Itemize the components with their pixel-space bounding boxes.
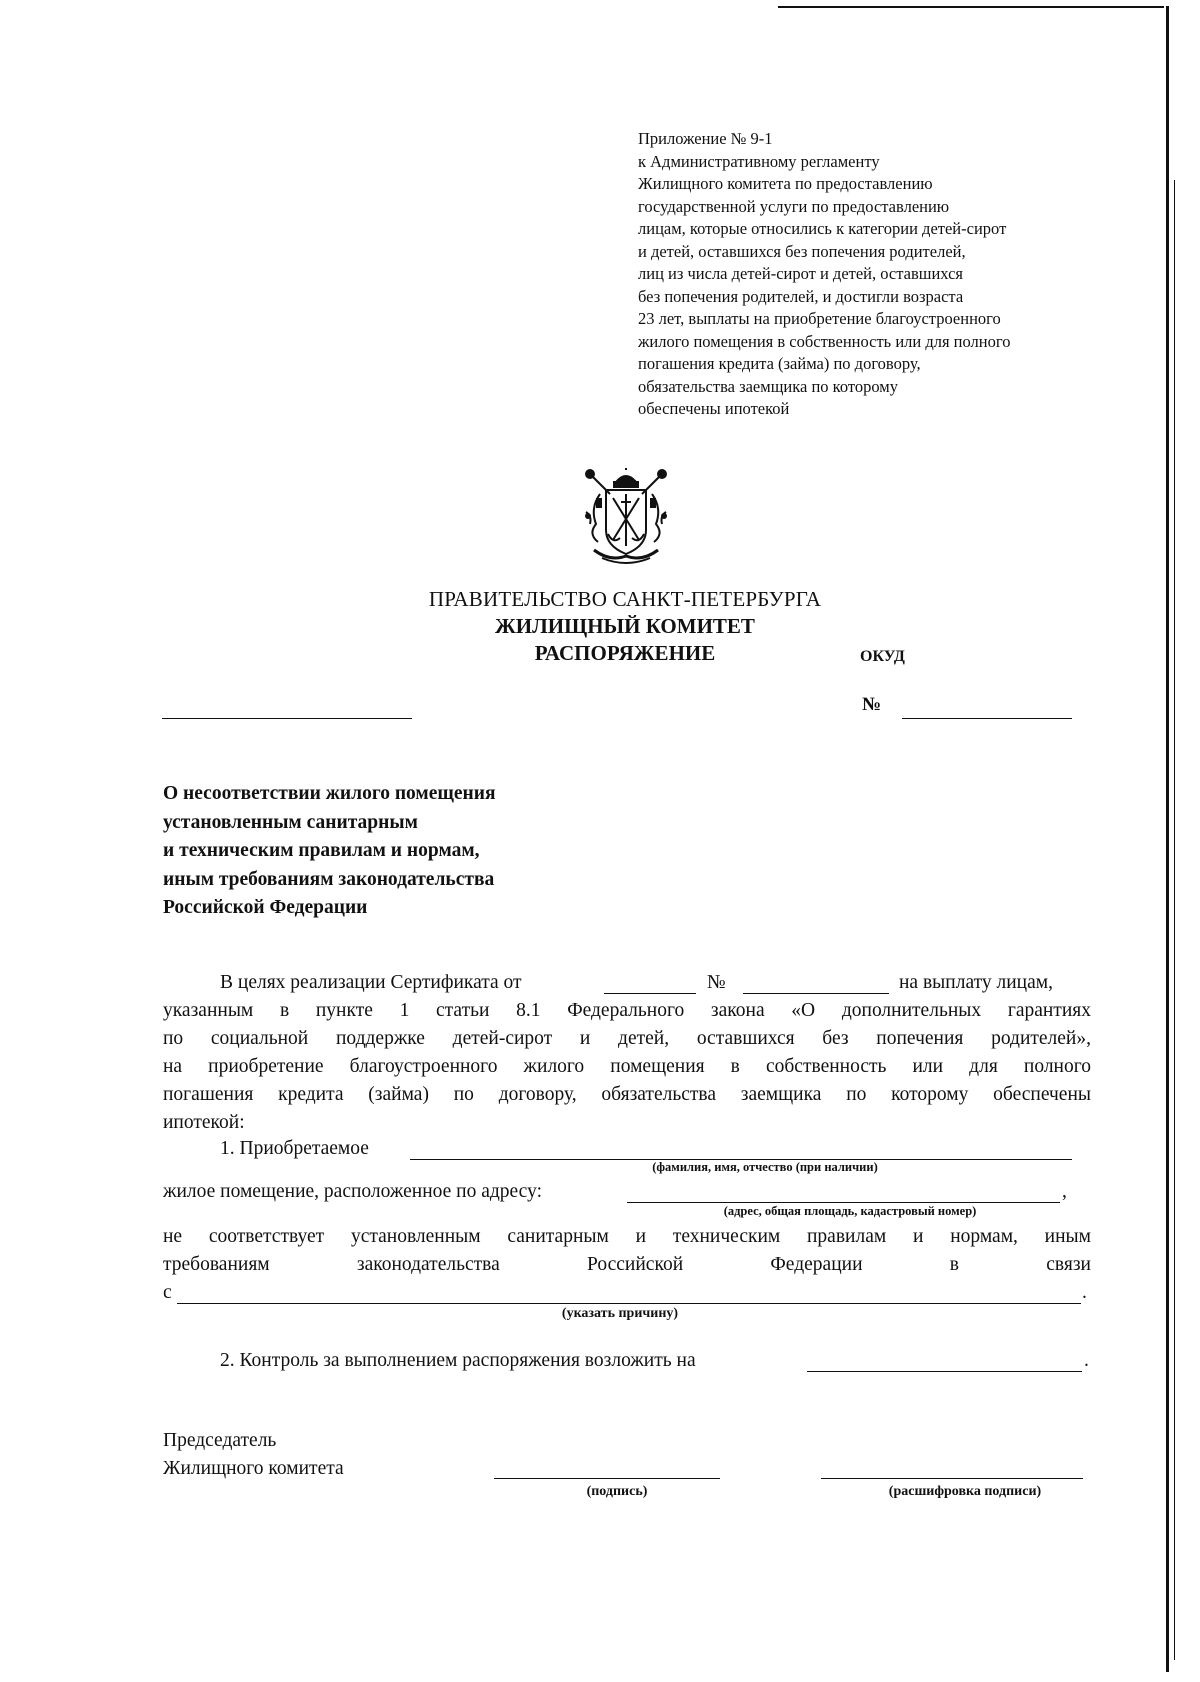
reason-period: . xyxy=(1082,1282,1087,1303)
scan-border-right-inner xyxy=(1174,180,1175,1660)
intro-line: погашения кредита (займа) по договору, обязательства заемщика по которому обеспечены xyxy=(163,1084,1091,1105)
address-comma: , xyxy=(1062,1181,1067,1202)
intro-number-sign: № xyxy=(707,972,726,993)
intro-line: по социальной поддержке детей-сирот и детей, оставшихся без попечения родителей», xyxy=(163,1028,1091,1049)
intro-last-line: ипотекой: xyxy=(163,1112,245,1133)
signature-line xyxy=(494,1478,720,1479)
appendix-line: лиц из числа детей-сирот и детей, оставшихся xyxy=(638,264,963,283)
appendix-line: лицам, которые относились к категории детей-сирот xyxy=(638,219,1007,238)
certificate-number-blank xyxy=(743,993,889,994)
order-subject xyxy=(163,780,496,923)
appendix-line: обязательства заемщика по которому xyxy=(638,376,898,396)
word: требованиям xyxy=(163,1254,270,1275)
nonconform-line: не соответствует установленным санитарным и техническим правилам и нормам, иным xyxy=(163,1226,1091,1247)
address-blank-line xyxy=(627,1202,1060,1203)
number-blank-line xyxy=(902,718,1072,719)
signatory-title-line1: Председатель xyxy=(163,1430,277,1451)
appendix-line: Приложение № 9-1 xyxy=(638,129,773,148)
item2-period: . xyxy=(1084,1350,1089,1371)
certificate-date-blank xyxy=(604,993,696,994)
word: Федерации xyxy=(770,1254,863,1275)
date-blank-line xyxy=(162,718,412,719)
reason-blank-line xyxy=(177,1303,1081,1304)
appendix-line: жилого помещения в собственность или для полного xyxy=(638,331,1011,351)
appendix-line: Жилищного комитета по предоставлению xyxy=(638,174,933,193)
appendix-line: и детей, оставшихся без попечения родителей, xyxy=(638,241,966,261)
item1-prefix: 1. Приобретаемое xyxy=(220,1138,369,1159)
word: связи xyxy=(1046,1254,1091,1275)
appendix-line: государственной услуги по предоставлению xyxy=(638,196,950,216)
intro-prefix: В целях реализации Сертификата от xyxy=(220,972,522,993)
nonconform-words xyxy=(163,1251,1091,1280)
word: в xyxy=(949,1254,959,1275)
appendix-line: без попечения родителей, и достигли возраста xyxy=(638,286,964,306)
appendix-line: 23 лет, выплаты на приобретение благоустроенного xyxy=(638,309,1001,328)
appendix-line: к Административному регламенту xyxy=(638,151,880,171)
appendix-block xyxy=(638,128,1098,421)
scan-border-top xyxy=(778,6,1164,8)
reason-prefix: с xyxy=(163,1282,172,1303)
intro-line: указанным в пункте 1 статьи 8.1 Федерального закона «О дополнительных гарантиях xyxy=(163,1000,1091,1021)
signature-decipher-line xyxy=(821,1478,1083,1479)
number-sign: № xyxy=(862,694,882,715)
signatory-title-line2: Жилищного комитета xyxy=(163,1458,344,1479)
appendix-line: погашения кредита (займа) по договору, xyxy=(638,354,921,373)
committee-name: ЖИЛИЩНЫЙ КОМИТЕТ xyxy=(495,614,755,638)
word: законодательства xyxy=(356,1254,500,1275)
subject-line: Российской Федерации xyxy=(163,897,368,918)
signature-caption: (подпись) xyxy=(586,1484,648,1499)
document-type: РАСПОРЯЖЕНИЕ xyxy=(534,641,716,665)
subject-line: установленным санитарным xyxy=(163,811,418,833)
word: Российской xyxy=(587,1254,684,1275)
name-caption: (фамилия, имя, отчество (при наличии) xyxy=(652,1160,878,1174)
reason-caption: (указать причину) xyxy=(561,1306,679,1321)
address-caption: (адрес, общая площадь, кадастровый номер) xyxy=(723,1204,977,1218)
appendix-line: обеспечены ипотекой xyxy=(638,399,790,418)
item2-text: 2. Контроль за выполнением распоряжения возложить на xyxy=(220,1350,696,1371)
subject-line: иным требованиям законодательства xyxy=(163,868,495,890)
scan-border-right xyxy=(1166,6,1169,1672)
intro-line: на приобретение благоустроенного жилого помещения в собственность или для полного xyxy=(163,1056,1091,1077)
coat-of-arms-icon xyxy=(580,468,672,568)
subject-line: и техническим правилам и нормам, xyxy=(163,840,480,861)
government-name: ПРАВИТЕЛЬСТВО САНКТ-ПЕТЕРБУРГА xyxy=(428,587,822,611)
intro-suffix: на выплату лицам, xyxy=(899,972,1053,993)
control-blank-line xyxy=(807,1371,1082,1372)
okud-label: ОКУД xyxy=(860,648,905,665)
signature-decipher-caption: (расшифровка подписи) xyxy=(888,1484,1042,1499)
subject-line: О несоответствии жилого помещения xyxy=(163,783,496,804)
address-prefix: жилое помещение, расположенное по адресу: xyxy=(163,1181,542,1202)
